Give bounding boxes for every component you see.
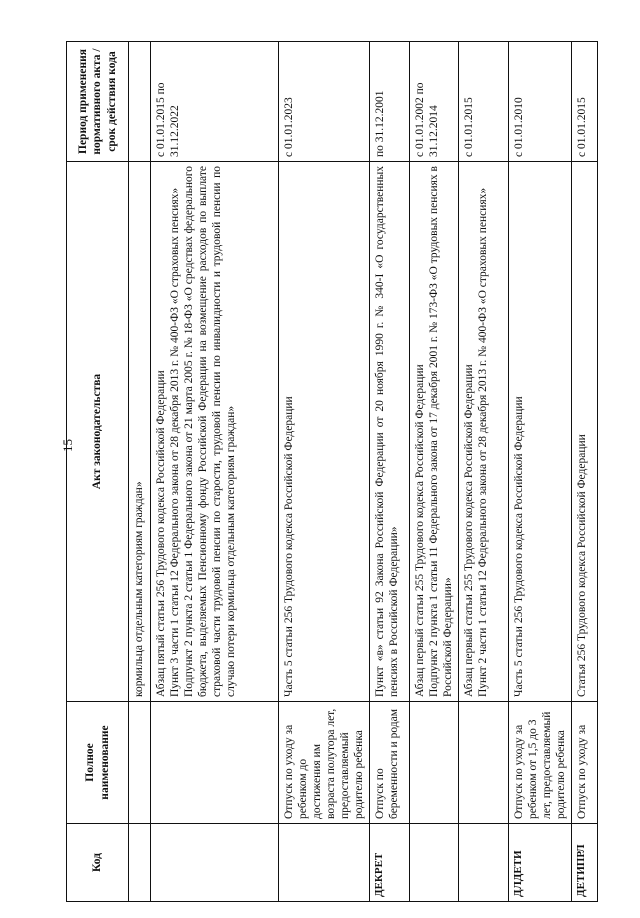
cell-act bbox=[370, 162, 410, 702]
cell-act bbox=[410, 162, 459, 702]
cell-code bbox=[129, 824, 151, 902]
page-number: 15 bbox=[60, 439, 75, 452]
cell-name: Отпуск по уходу за bbox=[572, 702, 598, 824]
cell-act bbox=[572, 162, 598, 702]
table-row bbox=[459, 42, 509, 902]
cell-act bbox=[151, 162, 279, 702]
cell-period: с 01.01.2002 по 31.12.2014 bbox=[410, 42, 459, 162]
act-line: Подпункт 2 пункта 1 статьи 11 Федерального закона от 17 декабря 2001 г. № 173-ФЗ «О трудовых пенсиях в Российской Федерации» bbox=[428, 166, 455, 697]
cell-period: с 01.01.2015 bbox=[459, 42, 509, 162]
act-line: Абзац пятый статьи 256 Трудового кодекса Российской Федерации bbox=[155, 370, 167, 697]
cell-act bbox=[459, 162, 509, 702]
act-line: Пункт 3 части 1 статьи 12 Федерального закона от 28 декабря 2013 г. № 400-ФЗ «О страховых пенсиях» bbox=[169, 187, 182, 697]
act-line: Подпункт 2 пункта 2 статьи 1 Федерального закона от 21 марта 2005 г. № 18-ФЗ «О средствах федерального бюджета, выделяемых Пенсионному фонду Российской Федерации на возмещение расходов по выплате страховой части трудовой пенсии по старости, трудовой пенсии по инвалидности и трудовой пенсии по случаю потери кормильца отдельным категориям граждан» bbox=[183, 166, 238, 697]
cell-period: с 01.01.2010 bbox=[509, 42, 572, 162]
cell-name bbox=[151, 702, 279, 824]
table-row bbox=[279, 42, 370, 902]
cell-name bbox=[129, 702, 151, 824]
table-row bbox=[151, 42, 279, 902]
rotated-page-content bbox=[66, 42, 589, 902]
cell-code bbox=[459, 824, 509, 902]
cell-name: Отпуск по уходу за ребенком до достижения им возраста полутора лет, предоставляемый родителю ребенка bbox=[279, 702, 370, 824]
legislation-table bbox=[66, 41, 598, 902]
cell-code bbox=[279, 824, 370, 902]
act-line: Пункт 2 части 1 статьи 12 Федерального закона от 28 декабря 2013 г. № 400-ФЗ «О страховых пенсиях» bbox=[477, 187, 490, 697]
cell-code: ДЕТИПРЛ bbox=[572, 824, 598, 902]
act-line: Абзац первый статьи 255 Трудового кодекса Российской Федерации bbox=[463, 364, 476, 697]
cell-period: с 01.01.2015 bbox=[572, 42, 598, 162]
cell-period: по 31.12.2001 bbox=[370, 42, 410, 162]
header-period: Период применения нормативного акта / срок действия кода bbox=[67, 42, 129, 162]
cell-period: с 01.01.2015 по 31.12.2022 bbox=[151, 42, 279, 162]
cell-name bbox=[410, 702, 459, 824]
act-line: Абзац первый статьи 255 Трудового кодекса Российской Федерации bbox=[414, 364, 427, 697]
cell-code: ДЛДЕТИ bbox=[509, 824, 572, 902]
act-line: Пункт «в» статьи 92 Закона Российской Федерации от 20 ноября 1990 г. № 340-I «О государственных пенсиях в Российской Федерации» bbox=[374, 166, 401, 697]
cell-period bbox=[129, 42, 151, 162]
cell-code: ДЕКРЕТ bbox=[370, 824, 410, 902]
cell-name: Отпуск по уходу за ребенком от 1,5 до 3 лет, предоставляемый родителю ребенка bbox=[509, 702, 572, 824]
cell-act bbox=[279, 162, 370, 702]
cell-code bbox=[151, 824, 279, 902]
header-name: Полное наименование bbox=[67, 702, 129, 824]
act-line: Часть 5 статьи 256 Трудового кодекса Российской Федерации bbox=[513, 396, 526, 697]
cell-act bbox=[129, 162, 151, 702]
act-line: Часть 5 статьи 256 Трудового кодекса Российской Федерации bbox=[283, 396, 295, 697]
table-row bbox=[509, 42, 572, 902]
cell-code bbox=[410, 824, 459, 902]
table-row bbox=[370, 42, 410, 902]
table-row bbox=[129, 42, 151, 902]
cell-name: Отпуск по беременности и родам bbox=[370, 702, 410, 824]
cell-period: с 01.01.2023 bbox=[279, 42, 370, 162]
header-act: Акт законодательства bbox=[67, 162, 129, 702]
cell-name bbox=[459, 702, 509, 824]
act-line: кормильца отдельным категориям граждан» bbox=[133, 481, 145, 697]
table-row bbox=[572, 42, 598, 902]
cell-act bbox=[509, 162, 572, 702]
act-line: Статья 256 Трудового кодекса Российской Федерации bbox=[576, 434, 589, 697]
table-row bbox=[410, 42, 459, 902]
table-header-row bbox=[67, 42, 129, 902]
header-code: Код bbox=[67, 824, 129, 902]
